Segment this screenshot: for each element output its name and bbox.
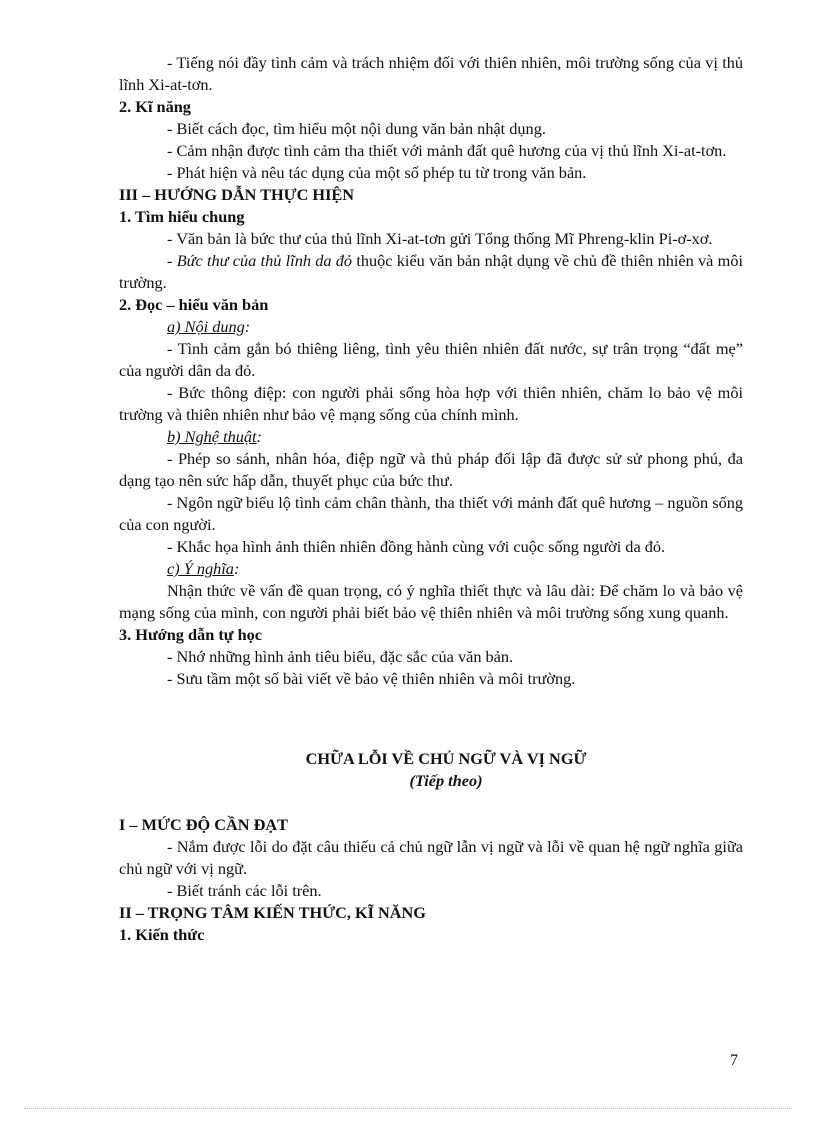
section-heading: 2. Đọc – hiểu văn bản bbox=[119, 295, 269, 314]
section-heading: II – TRỌNG TÂM KIẾN THỨC, KĨ NĂNG bbox=[119, 903, 426, 922]
sub-heading bbox=[119, 426, 743, 448]
paragraph: - Văn bản là bức thư của thủ lĩnh Xi-at-tơn gửi Tổng thống Mĩ Phreng-klin Pi-ơ-xơ. bbox=[167, 229, 713, 248]
lesson-subtitle: (Tiếp theo) bbox=[409, 771, 483, 790]
section-heading: 3. Hướng dẫn tự học bbox=[119, 625, 263, 644]
paragraph: - Nhớ những hình ảnh tiêu biểu, đặc sắc của văn bản. bbox=[167, 647, 514, 666]
section-heading: III – HƯỚNG DẪN THỰC HIỆN bbox=[119, 185, 355, 204]
colon: : bbox=[233, 559, 240, 578]
page-number: 7 bbox=[730, 1052, 738, 1069]
sub-heading-label: a) Nội dung bbox=[167, 317, 245, 336]
sub-heading bbox=[119, 316, 743, 338]
paragraph bbox=[119, 250, 743, 294]
page-bottom-divider bbox=[24, 1108, 792, 1109]
lesson-title: CHỮA LỖI VỀ CHỦ NGỮ VÀ VỊ NGỮ bbox=[305, 749, 587, 768]
paragraph: - Phát hiện và nêu tác dụng của một số phép tu từ trong văn bản. bbox=[167, 163, 587, 182]
section-heading: I – MỨC ĐỘ CẦN ĐẠT bbox=[119, 815, 288, 834]
colon: : bbox=[256, 427, 262, 446]
section-heading: 2. Kĩ năng bbox=[119, 97, 191, 116]
paragraph: - Phép so sánh, nhân hóa, điệp ngữ và thủ pháp đối lập đã được sử sử phong phú, đa dạng tạo nên sức hấp dẫn, thuyết phục của bức thư. bbox=[119, 449, 743, 490]
paragraph: - Biết tránh các lỗi trên. bbox=[167, 881, 322, 900]
paragraph: - Khắc họa hình ảnh thiên nhiên đồng hành cùng với cuộc sống người da đỏ. bbox=[167, 537, 666, 556]
italic-title: Bức thư của thủ lĩnh da đỏ bbox=[176, 251, 353, 270]
sub-heading bbox=[119, 558, 743, 580]
paragraph: - Ngôn ngữ biểu lộ tình cảm chân thành, tha thiết với mảnh đất quê hương – nguồn sống của con người. bbox=[119, 493, 743, 534]
dash: - bbox=[167, 251, 177, 270]
spacer bbox=[119, 690, 743, 748]
sub-heading-label: b) Nghệ thuật bbox=[167, 427, 257, 446]
section-heading: 1. Tìm hiểu chung bbox=[119, 207, 245, 226]
paragraph: - Tình cảm gắn bó thiêng liêng, tình yêu thiên nhiên đất nước, sự trân trọng “đất mẹ” của người dân da đỏ. bbox=[119, 339, 743, 380]
section-heading: 1. Kiến thức bbox=[119, 925, 205, 944]
paragraph: - Biết cách đọc, tìm hiểu một nội dung văn bản nhật dụng. bbox=[167, 119, 546, 138]
paragraph-rest: thuộc kiểu văn bản nhật dụng về chủ đề thiên nhiên và môi trường. bbox=[119, 251, 743, 292]
sub-heading-label: c) Ý nghĩa bbox=[167, 559, 234, 578]
paragraph: - Tiếng nói đầy tình cảm và trách nhiệm đối với thiên nhiên, môi trường sống của vị thủ lĩnh Xi-at-tơn. bbox=[119, 53, 743, 94]
colon: : bbox=[244, 317, 251, 336]
page-content bbox=[119, 52, 743, 946]
paragraph: Nhận thức về vấn đề quan trọng, có ý nghĩa thiết thực và lâu dài: Để chăm lo và bảo vệ mạng sống của mình, con người phải biết bảo vệ thiên nhiên và môi trường sống xung quanh. bbox=[119, 581, 743, 622]
spacer bbox=[119, 792, 743, 814]
paragraph: - Bức thông điệp: con người phải sống hòa hợp với thiên nhiên, chăm lo bảo vệ môi trường và thiên nhiên như bảo vệ mạng sống của chính mình. bbox=[119, 383, 743, 424]
paragraph: - Nắm được lỗi do đặt câu thiếu cả chủ ngữ lẫn vị ngữ và lỗi về quan hệ ngữ nghĩa giữa chủ ngữ với vị ngữ. bbox=[119, 837, 743, 878]
paragraph: - Sưu tầm một số bài viết về bảo vệ thiên nhiên và môi trường. bbox=[167, 669, 576, 688]
paragraph: - Cảm nhận được tình cảm tha thiết với mảnh đất quê hương của vị thủ lĩnh Xi-at-tơn. bbox=[167, 141, 727, 160]
